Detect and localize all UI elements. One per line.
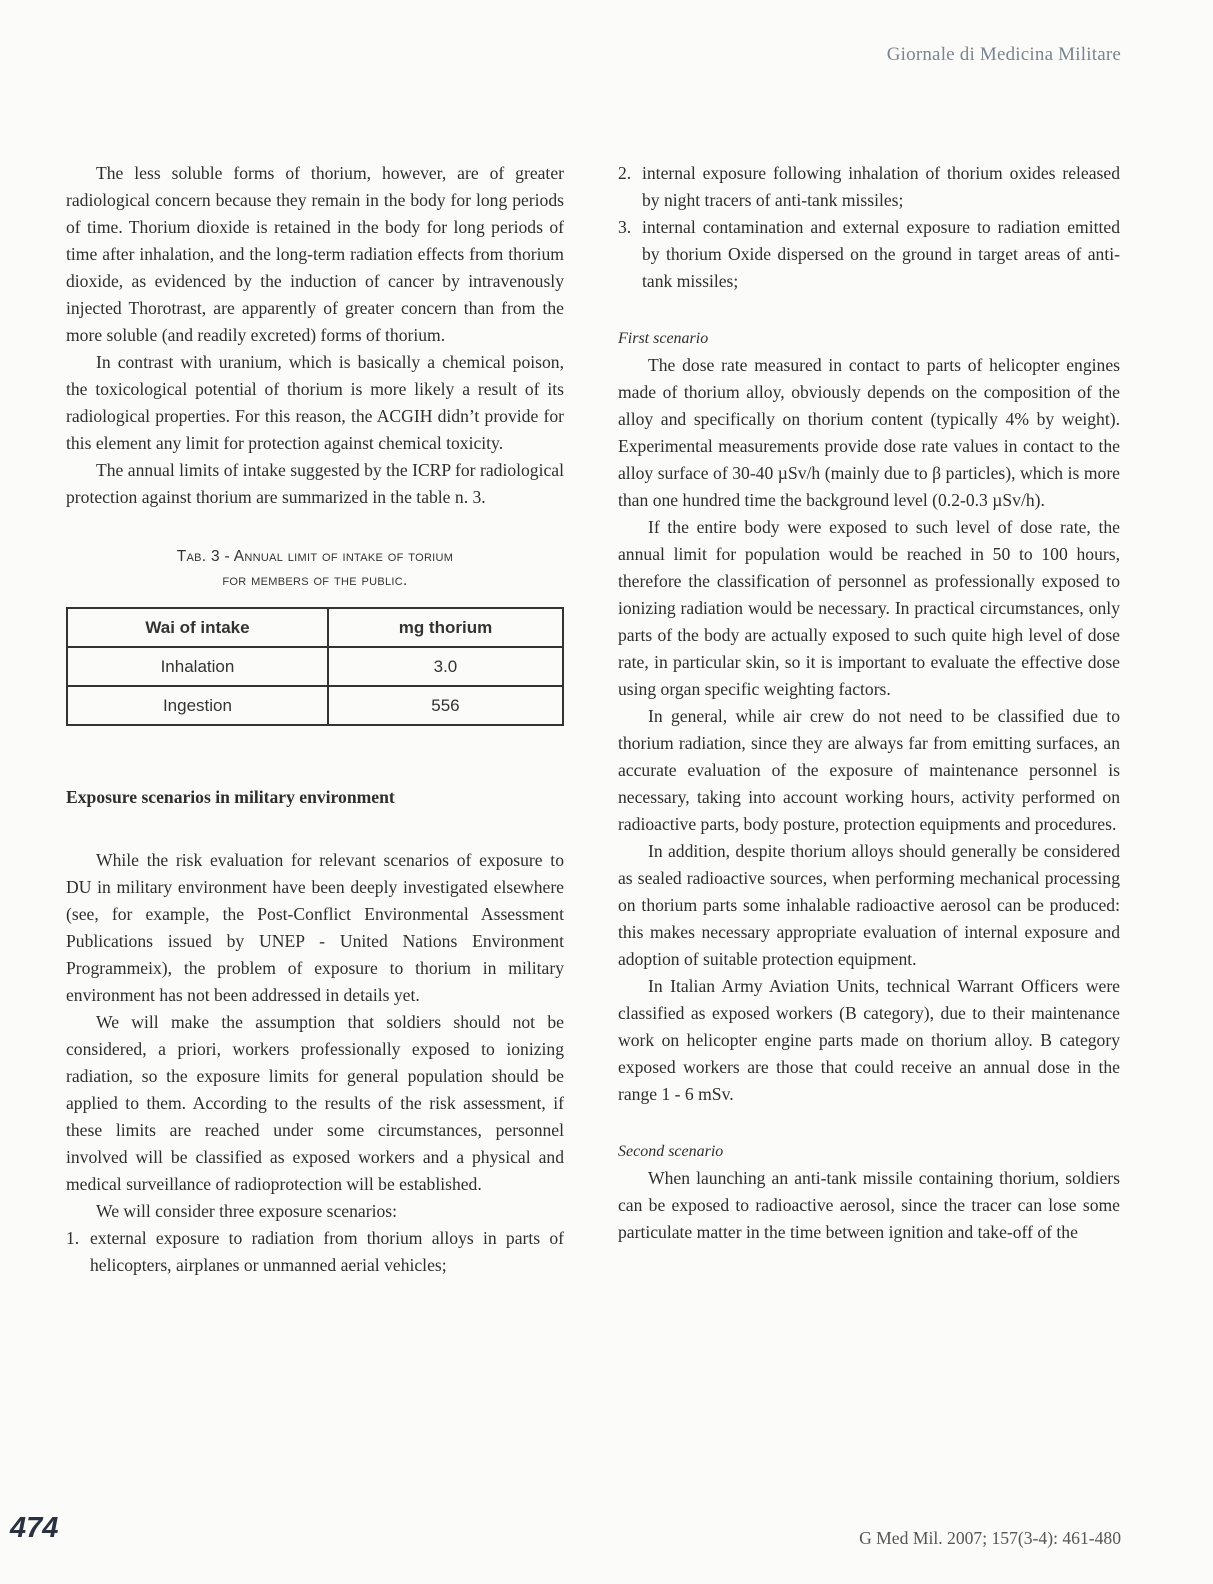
- list-number: 2.: [618, 163, 632, 183]
- paragraph: While the risk evaluation for relevant scenarios of exposure to DU in military environment have been deeply investigated elsewhere (see, for example, the Post-Conflict Environmental Assessment Publications issued by UNEP - United Nations Environment Programmeix), the problem of exposure to thorium in military environment has not been addressed in details yet.: [66, 850, 564, 1005]
- table-cell: Ingestion: [67, 686, 328, 725]
- paragraph: In contrast with uranium, which is basically a chemical poison, the toxicological potential of thorium is more likely a result of its radiological properties. For this reason, the ACGIH didn’t provide for this element any limit for protection against chemical toxicity.: [66, 352, 564, 453]
- table-cell: Inhalation: [67, 647, 328, 686]
- citation: G Med Mil. 2007; 157(3-4): 461-480: [859, 1528, 1121, 1548]
- right-column: [618, 160, 1120, 1246]
- page-number: 474: [10, 1512, 59, 1544]
- paragraph: We will make the assumption that soldiers should not be considered, a priori, workers professionally exposed to ionizing radiation, so the exposure limits for general population should be applied to them. According to the results of the risk assessment, if these limits are reached under some circumstances, personnel involved will be classified as exposed workers and a physical and medical surveillance of radioprotection will be established.: [66, 1012, 564, 1194]
- scenario-list: [66, 1225, 564, 1279]
- list-item: [618, 160, 1120, 214]
- paragraph: The dose rate measured in contact to parts of helicopter engines made of thorium alloy, obviously depends on the composition of the alloy and specifically on thorium content (typically 4% by weight). Experimental measurements provide dose rate values in contact to the alloy surface of 30-40 µSv/h (mainly due to β particles), which is more than one hundred time the background level (0.2-0.3 µSv/h).: [618, 355, 1120, 510]
- journal-title: Giornale di Medicina Militare: [886, 44, 1121, 65]
- table-header-row: [67, 608, 563, 647]
- paragraph: The less soluble forms of thorium, however, are of greater radiological concern because they remain in the body for long periods of time. Thorium dioxide is retained in the body for long periods of time after inhalation, and the long-term radiation effects from thorium dioxide, as evidenced by the induction of cancer by intravenously injected Thorotrast, are apparently of greater concern than from the more soluble (and readily excreted) forms of thorium.: [66, 163, 564, 345]
- table-caption-line: Tab. 3 - Annual limit of intake of torium: [176, 548, 454, 565]
- paragraph: The annual limits of intake suggested by the ICRP for radiological protection against thorium are summarized in the table n. 3.: [66, 460, 564, 507]
- table-row: [67, 686, 563, 725]
- list-text: internal contamination and external exposure to radiation emitted by thorium Oxide dispersed on the ground in target areas of anti-tank missiles;: [642, 217, 1120, 291]
- list-item: [618, 214, 1120, 295]
- left-column: [66, 160, 564, 1279]
- paragraph: In addition, despite thorium alloys should generally be considered as sealed radioactive sources, when performing mechanical processing on thorium parts some inhalable radioactive aerosol can be produced: this makes necessary appropriate evaluation of internal exposure and adoption of suitable protection equipment.: [618, 841, 1120, 969]
- list-number: 3.: [618, 217, 632, 237]
- paragraph: When launching an anti-tank missile containing thorium, soldiers can be exposed to radioactive aerosol, since the tracer can lose some particulate matter in the time between ignition and take-off of the: [618, 1168, 1120, 1242]
- table-row: [67, 647, 563, 686]
- list-item: [66, 1225, 564, 1279]
- table-caption-line: for members of the public.: [222, 572, 408, 589]
- list-text: internal exposure following inhalation of thorium oxides released by night tracers of anti-tank missiles;: [642, 163, 1120, 210]
- paragraph: In Italian Army Aviation Units, technical Warrant Officers were classified as exposed workers (B category), due to their maintenance work on helicopter engine parts made on thorium alloy. B category exposed workers are those that could receive an annual dose in the range 1 - 6 mSv.: [618, 976, 1120, 1104]
- scenario-list: [618, 160, 1120, 295]
- paragraph: We will consider three exposure scenarios:: [96, 1201, 397, 1221]
- table-header-cell: Wai of intake: [67, 608, 328, 647]
- subheading: Second scenario: [618, 1143, 724, 1160]
- table-caption: [66, 545, 564, 593]
- paragraph: In general, while air crew do not need to be classified due to thorium radiation, since they are always far from emitting surfaces, an accurate evaluation of the exposure of maintenance personnel is necessary, taking into account working hours, activity performed on radioactive parts, body posture, protection equipments and procedures.: [618, 706, 1120, 834]
- section-heading: Exposure scenarios in military environment: [66, 787, 395, 807]
- table-cell: 556: [328, 686, 563, 725]
- paragraph: If the entire body were exposed to such level of dose rate, the annual limit for population would be reached in 50 to 100 hours, therefore the classification of personnel as professionally exposed to ionizing radiation would be necessary. In practical circumstances, only parts of the body are actually exposed to such quite high level of dose rate, in particular skin, so it is important to evaluate the effective dose using organ specific weighting factors.: [618, 517, 1120, 699]
- subheading: First scenario: [618, 330, 709, 347]
- table-cell: 3.0: [328, 647, 563, 686]
- list-number: 1.: [66, 1228, 80, 1248]
- table-header-cell: mg thorium: [328, 608, 563, 647]
- intake-limits-table: [66, 607, 564, 726]
- list-text: external exposure to radiation from thorium alloys in parts of helicopters, airplanes or unmanned aerial vehicles;: [90, 1228, 564, 1275]
